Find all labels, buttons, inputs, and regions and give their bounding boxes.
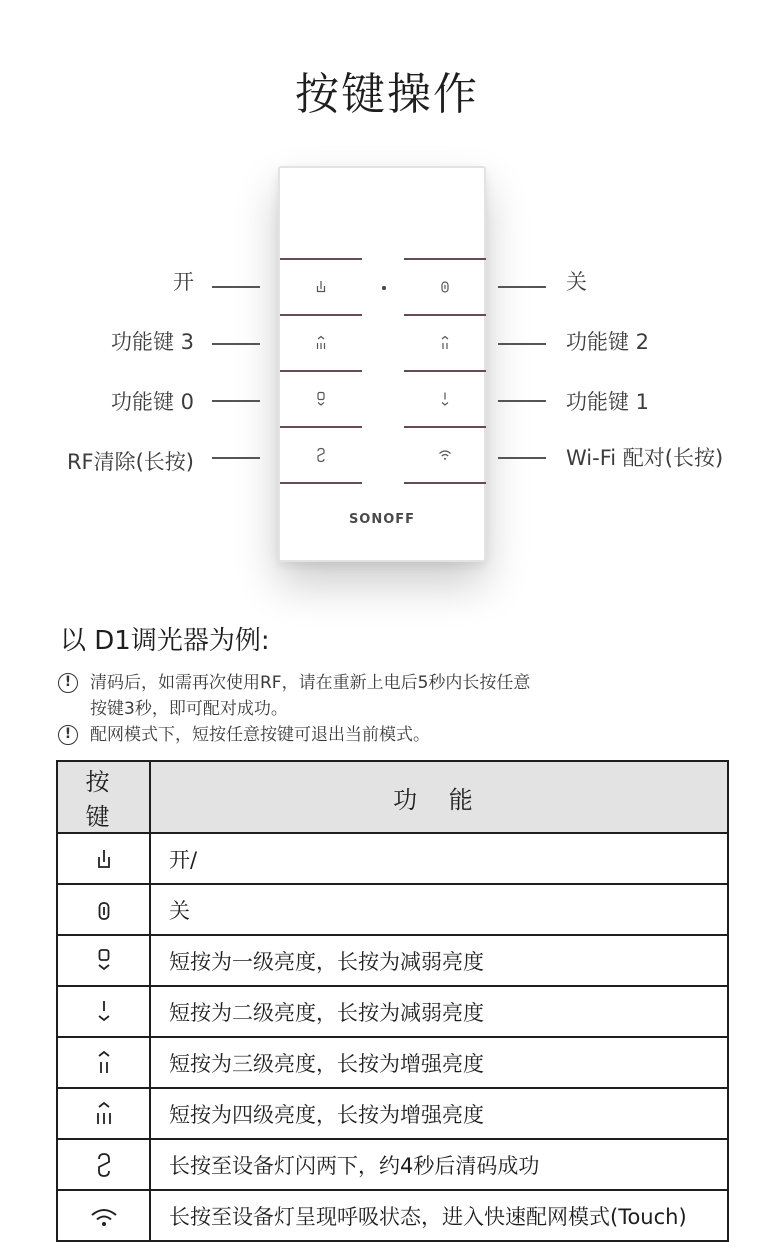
power-off-icon (98, 900, 110, 922)
table-row (57, 1088, 728, 1139)
rf-clear-icon (96, 1152, 112, 1178)
level-1-icon (96, 948, 112, 974)
note-2 (90, 722, 430, 748)
callout-off: 关 (566, 270, 587, 294)
remote-fn1-button[interactable] (404, 374, 486, 424)
power-on-icon (96, 849, 112, 871)
callout-fn0: 功能键 0 (110, 390, 194, 414)
level-1-icon (314, 391, 328, 407)
wifi-icon (438, 449, 452, 461)
level-3-icon (95, 1049, 113, 1077)
button-divider (280, 258, 362, 260)
button-divider (404, 426, 486, 428)
wifi-icon (90, 1207, 118, 1227)
table-cell-function: 短按为一级亮度，长按为减弱亮度 (150, 935, 728, 986)
level-3-icon (438, 335, 452, 351)
remote-control (278, 166, 486, 562)
table-row (57, 935, 728, 986)
table-row (57, 884, 728, 935)
info-icon: ! (58, 725, 78, 745)
column-header-key: 按 键 (57, 761, 150, 833)
remote-off-button[interactable] (404, 262, 486, 312)
remote-on-button[interactable] (280, 262, 362, 312)
table-cell-function: 短按为二级亮度，长按为减弱亮度 (150, 986, 728, 1037)
button-divider (280, 370, 362, 372)
level-4-icon (94, 1100, 114, 1128)
table-row (57, 986, 728, 1037)
callout-line (212, 400, 260, 402)
callout-line (498, 400, 546, 402)
table-row (57, 1037, 728, 1088)
remote-wifi-button[interactable] (404, 430, 486, 480)
callout-fn1: 功能键 1 (566, 390, 650, 414)
callout-line (498, 343, 546, 345)
table-row (57, 1190, 728, 1241)
button-divider (404, 314, 486, 316)
info-icon: ! (58, 673, 78, 693)
note-1 (90, 670, 530, 722)
remote-fn2-button[interactable] (404, 318, 486, 368)
callout-line (498, 286, 546, 288)
button-divider (404, 482, 486, 484)
callout-line (212, 457, 260, 459)
section-heading: 以 D1调光器为例: (60, 626, 270, 656)
callout-line (212, 286, 260, 288)
table-cell-function: 短按为三级亮度，长按为增强亮度 (150, 1037, 728, 1088)
callout-rf-clear: RF清除(长按) (66, 450, 194, 474)
note-1-line1: 清码后，如需再次使用RF，请在重新上电后5秒内长按任意 (90, 673, 531, 693)
indicator-led (382, 286, 386, 290)
power-off-icon (440, 280, 450, 294)
level-2-icon (96, 999, 112, 1025)
table-cell-function: 长按至设备灯呈现呼吸状态，进入快速配网模式(Touch) (150, 1190, 728, 1241)
callout-line (498, 457, 546, 459)
column-header-function: 功 能 (150, 761, 728, 833)
table-cell-function: 关 (150, 884, 728, 935)
table-cell-function: 长按至设备灯闪两下，约4秒后清码成功 (150, 1139, 728, 1190)
level-4-icon (314, 335, 328, 351)
button-divider (280, 482, 362, 484)
level-2-icon (438, 391, 452, 407)
callout-fn3: 功能键 3 (110, 330, 194, 354)
callout-fn2: 功能键 2 (566, 330, 650, 354)
page-title: 按键操作 (295, 69, 479, 120)
callout-on: 开 (173, 270, 194, 294)
table-cell-function: 短按为四级亮度，长按为增强亮度 (150, 1088, 728, 1139)
callout-line (212, 343, 260, 345)
remote-fn0-button[interactable] (280, 374, 362, 424)
callout-wifi-pair: Wi-Fi 配对(长按) (566, 446, 724, 470)
table-row (57, 833, 728, 884)
table-cell-function: 开/ (150, 833, 728, 884)
button-divider (280, 426, 362, 428)
remote-rf-clear-button[interactable] (280, 430, 362, 480)
note-2-line1: 配网模式下，短按任意按键可退出当前模式。 (90, 725, 430, 745)
table-header-row (57, 761, 728, 833)
note-1-line2: 按键3秒，即可配对成功。 (90, 699, 288, 719)
table-row (57, 1139, 728, 1190)
button-divider (280, 314, 362, 316)
function-table (56, 760, 729, 1242)
rf-clear-icon (315, 447, 327, 463)
brand-logo: SONOFF (348, 512, 416, 527)
button-divider (404, 370, 486, 372)
remote-fn3-button[interactable] (280, 318, 362, 368)
power-on-icon (315, 280, 327, 294)
button-divider (404, 258, 486, 260)
